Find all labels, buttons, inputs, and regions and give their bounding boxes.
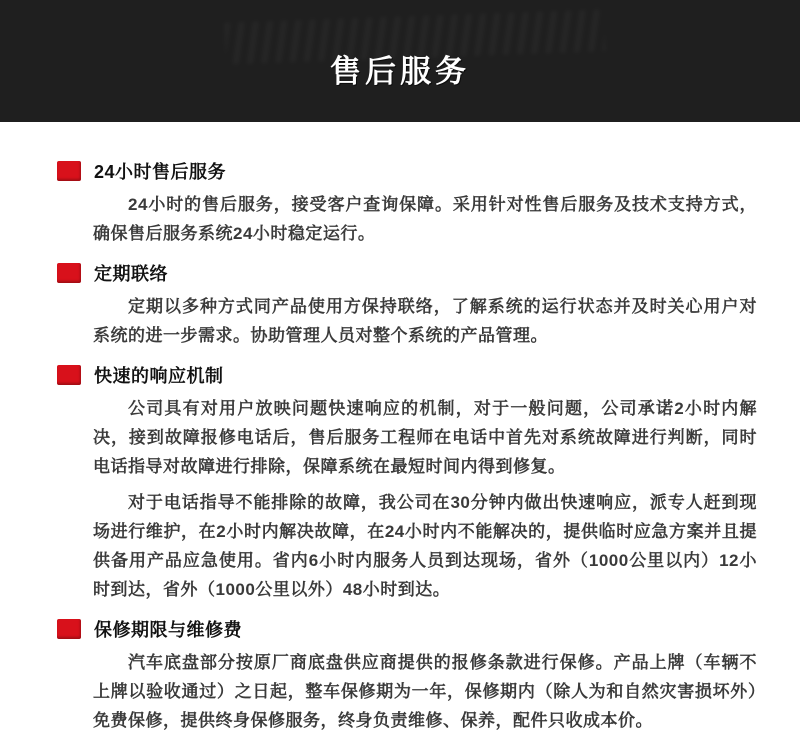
section-warranty xyxy=(57,616,757,735)
red-square-bullet-icon xyxy=(57,365,81,385)
paragraph: 汽车底盘部分按原厂商底盘供应商提供的报修条款进行保修。产品上牌（车辆不上牌以验收通过）之日起，整车保修期为一年，保修期内（除人为和自然灾害损坏外）免费保修，提供终身保修服务，终身负责维修、保养，配件只收成本价。 xyxy=(93,653,757,730)
paragraph: 24小时的售后服务，接受客户查询保障。采用针对性售后服务及技术支持方式，确保售后服务系统24小时稳定运行。 xyxy=(93,195,757,243)
paragraph: 定期以多种方式同产品使用方保持联络，了解系统的运行状态并及时关心用户对系统的进一步需求。协助管理人员对整个系统的产品管理。 xyxy=(93,297,757,345)
section-header xyxy=(57,260,757,286)
section-body xyxy=(57,292,757,350)
section-title: 定期联络 xyxy=(94,264,168,284)
section-fast-response xyxy=(57,362,757,604)
section-header xyxy=(57,158,757,184)
header-banner xyxy=(0,0,800,122)
section-title: 快速的响应机制 xyxy=(94,366,224,386)
red-square-bullet-icon xyxy=(57,263,81,283)
red-square-bullet-icon xyxy=(57,161,81,181)
section-title: 24小时售后服务 xyxy=(94,162,227,182)
red-square-bullet-icon xyxy=(57,619,81,639)
section-body xyxy=(57,394,757,604)
content xyxy=(0,122,800,741)
section-body xyxy=(57,648,757,735)
page-title: 售后服务 xyxy=(330,53,470,89)
section-regular-contact xyxy=(57,260,757,350)
section-body xyxy=(57,190,757,248)
section-title: 保修期限与维修费 xyxy=(94,620,242,640)
section-24h-service xyxy=(57,158,757,248)
section-header xyxy=(57,616,757,642)
paragraph: 公司具有对用户放映问题快速响应的机制，对于一般问题，公司承诺2小时内解决，接到故障报修电话后，售后服务工程师在电话中首先对系统故障进行判断，同时电话指导对故障进行排除，保障系统在最短时间内得到修复。 xyxy=(93,399,757,476)
section-header xyxy=(57,362,757,388)
paragraph: 对于电话指导不能排除的故障，我公司在30分钟内做出快速响应，派专人赶到现场进行维护，在2小时内解决故障，在24小时内不能解决的，提供临时应急方案并且提供备用产品应急使用。省内6小时内服务人员到达现场，省外（1000公里以内）12小时到达，省外（1000公里以外）48小时到达。 xyxy=(93,493,757,599)
